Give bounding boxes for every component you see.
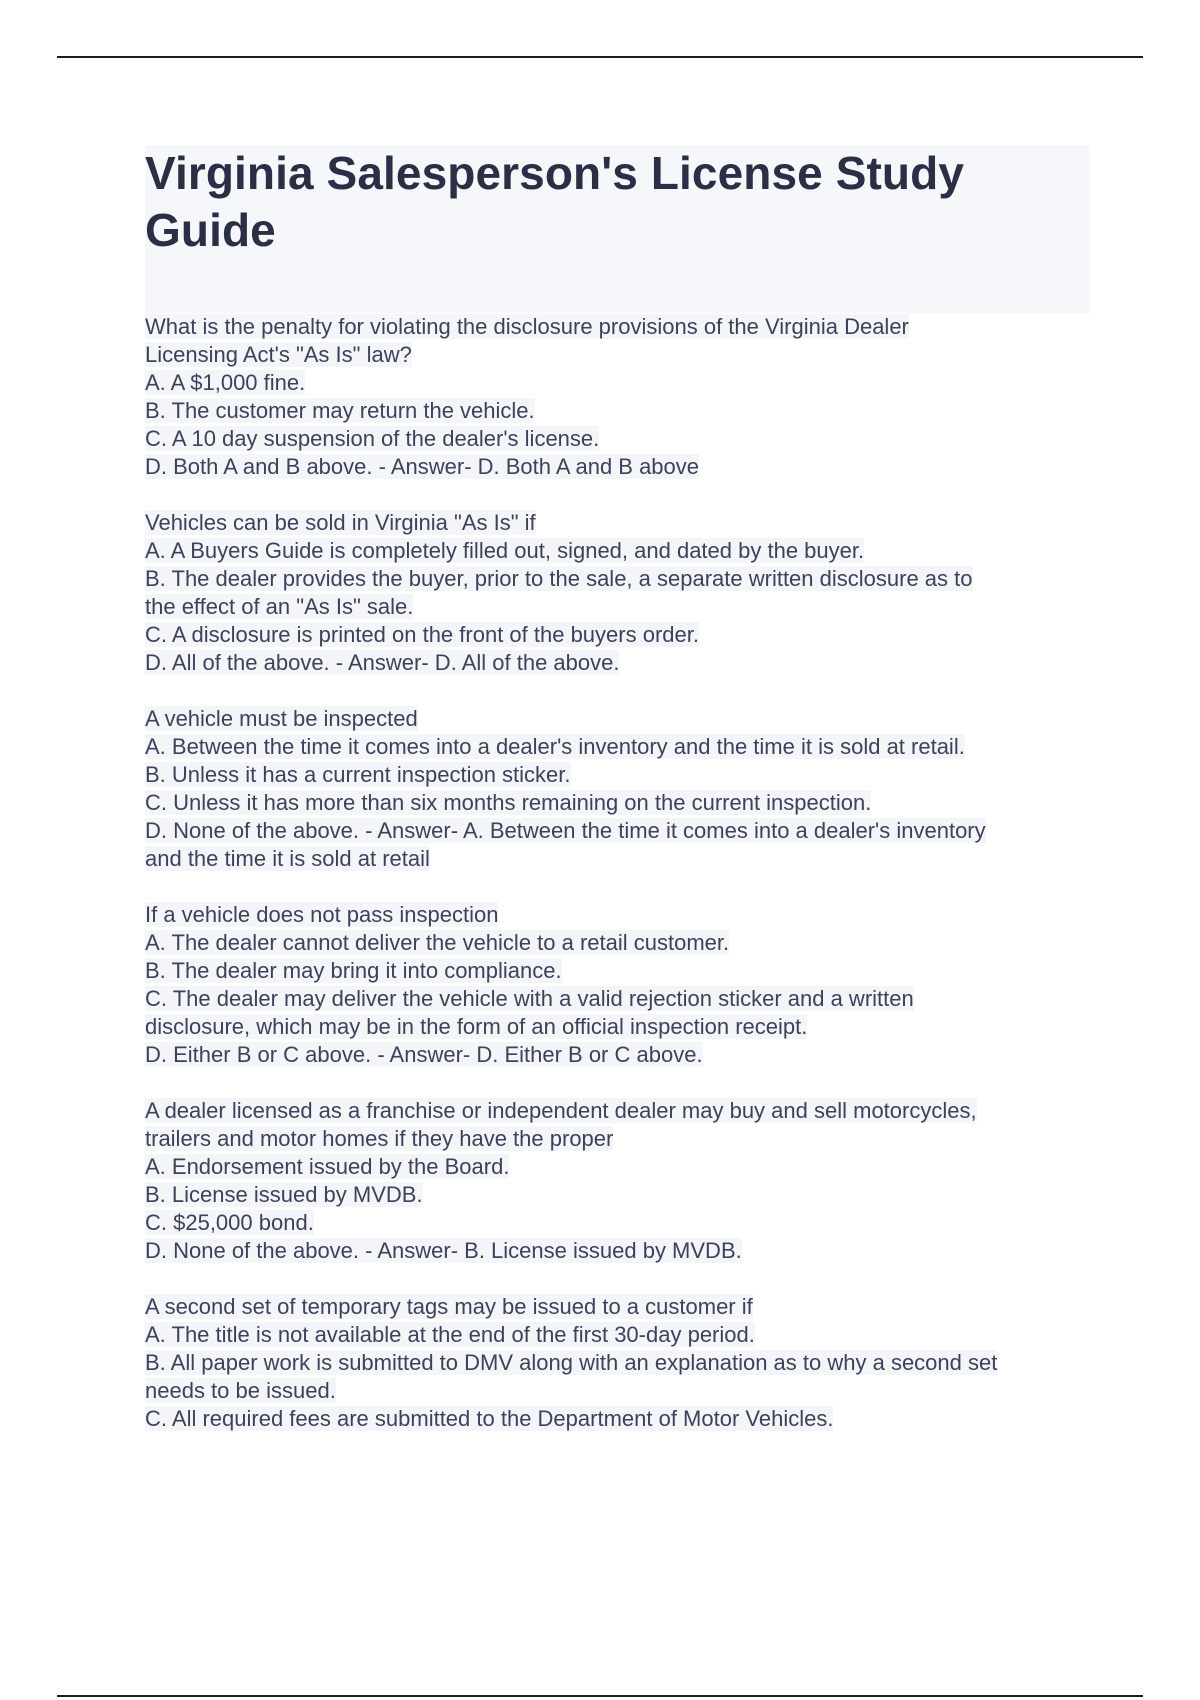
- line-text: D. None of the above. - Answer- A. Between the time it comes into a dealer's inventory: [145, 818, 986, 843]
- question-text: [145, 1097, 1105, 1125]
- answer-line: [145, 649, 1105, 677]
- question-text: [145, 509, 1105, 537]
- line-text: D. Both A and B above. - Answer- D. Both A and B above: [145, 454, 700, 479]
- line-text: needs to be issued.: [145, 1378, 336, 1403]
- line-text: A. Endorsement issued by the Board.: [145, 1154, 510, 1179]
- line-text: Vehicles can be sold in Virginia "As Is" if: [145, 510, 536, 535]
- answer-line: [145, 1153, 1105, 1181]
- answer-line: [145, 985, 1105, 1013]
- line-text: A. A $1,000 fine.: [145, 370, 306, 395]
- answer-line: [145, 929, 1105, 957]
- line-text: C. The dealer may deliver the vehicle with a valid rejection sticker and a written: [145, 986, 914, 1011]
- line-text: A. Between the time it comes into a dealer's inventory and the time it is sold at retail.: [145, 734, 965, 759]
- answer-line: [145, 817, 1105, 845]
- answer-line: [145, 1209, 1105, 1237]
- page-title: Virginia Salesperson's License Study Guide: [145, 147, 964, 256]
- question-block: [145, 1293, 1105, 1433]
- question-list: [145, 313, 1105, 1461]
- line-text: the effect of an "As Is" sale.: [145, 594, 414, 619]
- line-text: B. The dealer provides the buyer, prior to the sale, a separate written disclosure as to: [145, 566, 973, 591]
- question-text: [145, 705, 1105, 733]
- line-text: C. A 10 day suspension of the dealer's license.: [145, 426, 600, 451]
- answer-line: [145, 1321, 1105, 1349]
- answer-line: [145, 341, 1105, 369]
- answer-line: [145, 845, 1105, 873]
- line-text: B. Unless it has a current inspection sticker.: [145, 762, 571, 787]
- line-text: A dealer licensed as a franchise or independent dealer may buy and sell motorcycles,: [145, 1098, 977, 1123]
- line-text: If a vehicle does not pass inspection: [145, 902, 499, 927]
- line-text: C. All required fees are submitted to the Department of Motor Vehicles.: [145, 1406, 834, 1431]
- answer-line: [145, 621, 1105, 649]
- answer-line: [145, 733, 1105, 761]
- line-text: A vehicle must be inspected: [145, 706, 418, 731]
- line-text: What is the penalty for violating the disclosure provisions of the Virginia Dealer: [145, 314, 909, 339]
- answer-line: [145, 537, 1105, 565]
- answer-line: [145, 425, 1105, 453]
- answer-line: [145, 761, 1105, 789]
- answer-line: [145, 1181, 1105, 1209]
- line-text: B. The customer may return the vehicle.: [145, 398, 535, 423]
- line-text: disclosure, which may be in the form of an official inspection receipt.: [145, 1014, 808, 1039]
- answer-line: [145, 1013, 1105, 1041]
- question-block: [145, 1097, 1105, 1265]
- answer-line: [145, 1041, 1105, 1069]
- question-text: [145, 313, 1105, 341]
- line-text: B. The dealer may bring it into compliance.: [145, 958, 562, 983]
- top-rule: [57, 56, 1143, 58]
- answer-line: [145, 565, 1105, 593]
- line-text: C. $25,000 bond.: [145, 1210, 314, 1235]
- answer-line: [145, 369, 1105, 397]
- answer-line: [145, 1405, 1105, 1433]
- line-text: and the time it is sold at retail: [145, 846, 430, 871]
- line-text: D. None of the above. - Answer- B. License issued by MVDB.: [145, 1238, 742, 1263]
- answer-line: [145, 1349, 1105, 1377]
- line-text: D. Either B or C above. - Answer- D. Either B or C above.: [145, 1042, 703, 1067]
- bottom-rule: [57, 1695, 1143, 1697]
- question-text: [145, 1293, 1105, 1321]
- answer-line: [145, 397, 1105, 425]
- question-block: [145, 509, 1105, 677]
- question-block: [145, 705, 1105, 873]
- answer-line: [145, 1125, 1105, 1153]
- answer-line: [145, 957, 1105, 985]
- line-text: B. License issued by MVDB.: [145, 1182, 423, 1207]
- answer-line: [145, 1237, 1105, 1265]
- question-block: [145, 901, 1105, 1069]
- answer-line: [145, 453, 1105, 481]
- line-text: A second set of temporary tags may be issued to a customer if: [145, 1294, 753, 1319]
- answer-line: [145, 593, 1105, 621]
- question-text: [145, 901, 1105, 929]
- line-text: trailers and motor homes if they have the proper: [145, 1126, 614, 1151]
- line-text: A. The dealer cannot deliver the vehicle to a retail customer.: [145, 930, 730, 955]
- answer-line: [145, 1377, 1105, 1405]
- line-text: C. A disclosure is printed on the front of the buyers order.: [145, 622, 699, 647]
- question-block: [145, 313, 1105, 481]
- line-text: A. The title is not available at the end of the first 30-day period.: [145, 1322, 755, 1347]
- line-text: A. A Buyers Guide is completely filled out, signed, and dated by the buyer.: [145, 538, 865, 563]
- title-block: [145, 145, 1090, 313]
- line-text: D. All of the above. - Answer- D. All of the above.: [145, 650, 620, 675]
- line-text: Licensing Act's "As Is" law?: [145, 342, 412, 367]
- line-text: C. Unless it has more than six months remaining on the current inspection.: [145, 790, 872, 815]
- answer-line: [145, 789, 1105, 817]
- line-text: B. All paper work is submitted to DMV along with an explanation as to why a second set: [145, 1350, 998, 1375]
